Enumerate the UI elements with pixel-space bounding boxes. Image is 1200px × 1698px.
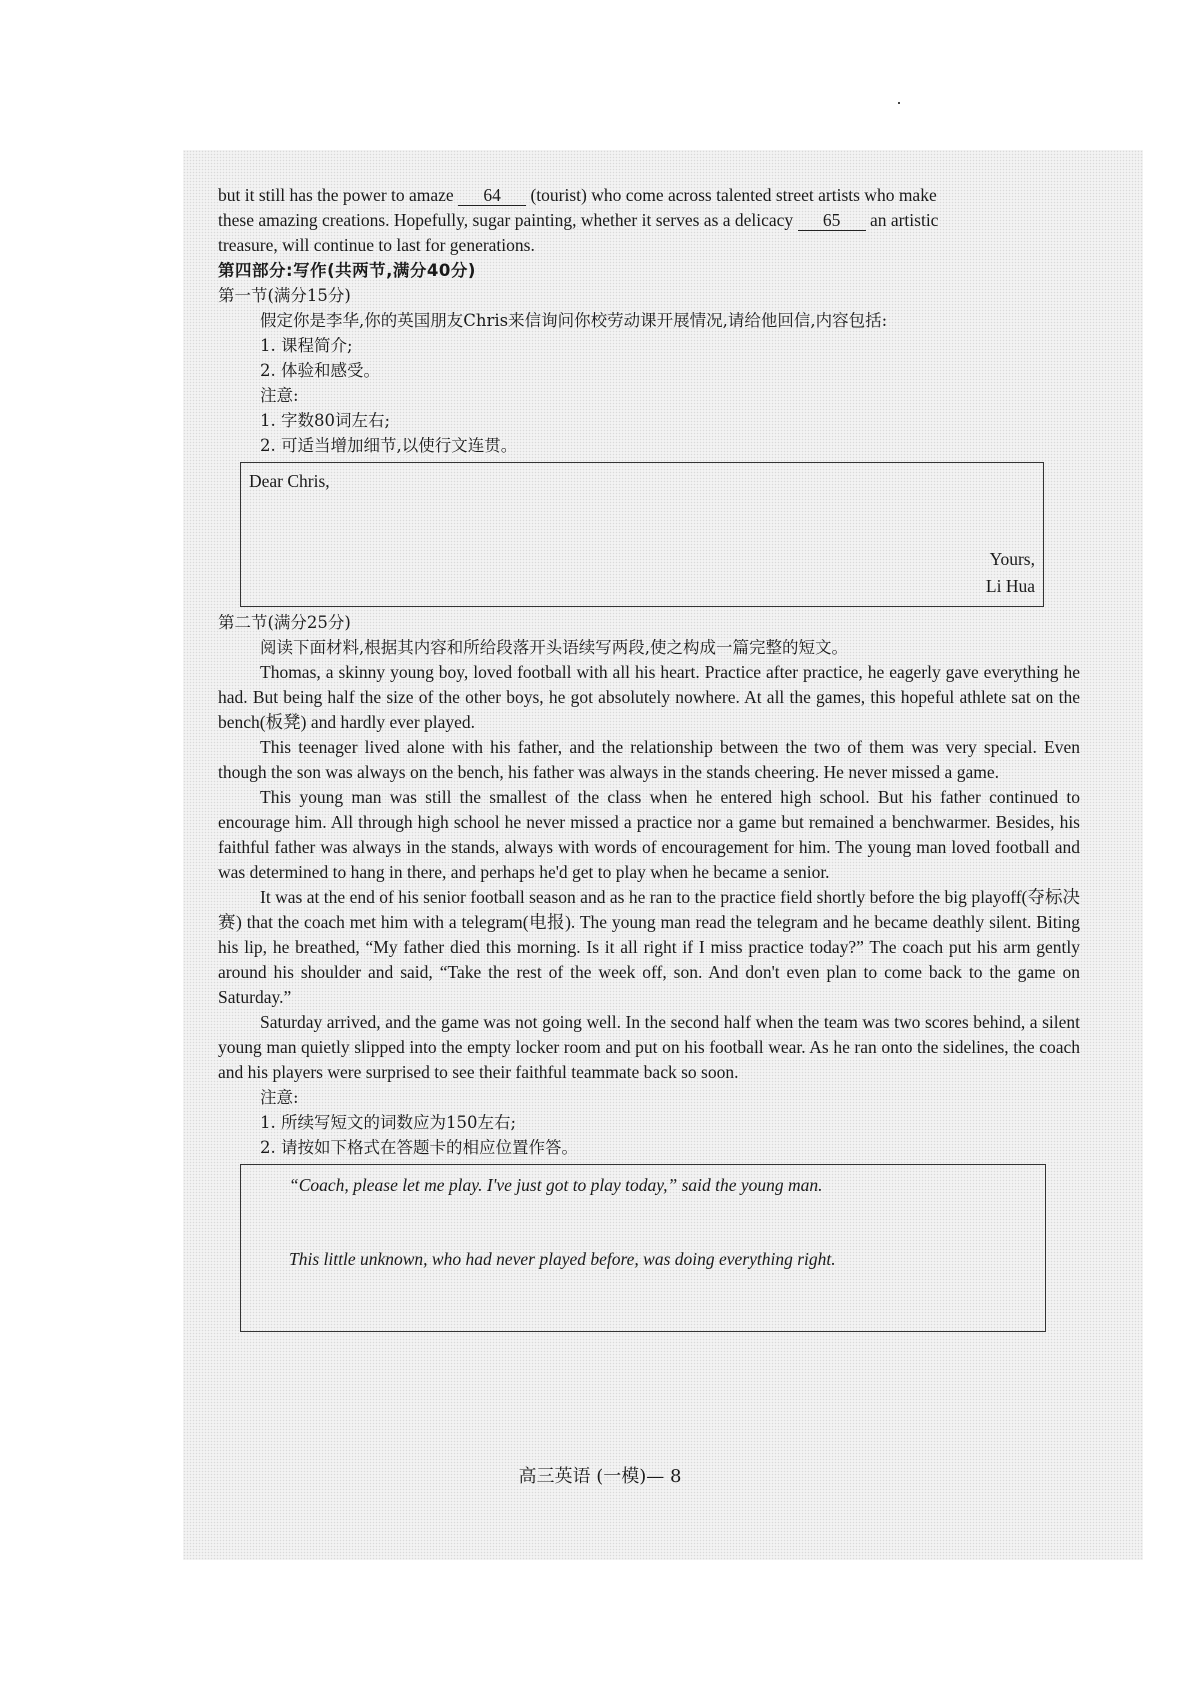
continued-passage-line1: [218, 183, 1080, 208]
story-paragraph: It was at the end of his senior football season and as he ran to the practice field shortly before the big playoff(夺标决赛) that the coach met him with a telegram(电报). The young man read the telegram and he became deathly silent. Biting his lip, he breathed, “My father died this morning. Is it all right if I miss practice today?” The coach put his arm gently around his shoulder and said, “Take the rest of the week off, son. And don't even plan to come back to the game on Saturday.”: [218, 887, 1080, 1007]
text-segment: but it still has the power to amaze: [218, 185, 454, 205]
answer-blank-64[interactable]: 64: [458, 185, 526, 206]
section1-point: 1. 课程简介;: [260, 336, 353, 355]
text-segment: these amazing creations. Hopefully, sugar painting, whether it serves as a delicacy: [218, 210, 794, 230]
section2-note: 1. 所续写短文的词数应为150左右;: [260, 1113, 517, 1132]
story-paragraph: Thomas, a skinny young boy, loved football with all his heart. Practice after practice, he eagerly gave everything he had. But being half the size of the other boys, he got absolutely nowhere. At all the games, this hopeful athlete sat on the bench(板凳) and hardly ever played.: [218, 662, 1080, 732]
section2-note: 2. 请按如下格式在答题卡的相应位置作答。: [260, 1138, 578, 1157]
scan-speck: [898, 102, 900, 104]
text-segment: an artistic: [869, 210, 939, 230]
answer-blank-65[interactable]: 65: [798, 210, 866, 231]
part4-title: 第四部分:写作(共两节,满分40分): [218, 261, 476, 280]
continued-passage-line3: treasure, will continue to last for generations.: [218, 235, 535, 255]
section1-note: 1. 字数80词左右;: [260, 411, 391, 430]
section1-point: 2. 体验和感受。: [260, 361, 380, 380]
section1-title: 第一节(满分15分): [218, 286, 351, 305]
letter-signature: Li Hua: [985, 576, 1035, 596]
section1-note-label: 注意:: [260, 386, 299, 405]
section1-prompt: 假定你是李华,你的英国朋友Chris来信询问你校劳动课开展情况,请给他回信,内容包括:: [260, 311, 888, 330]
page-footer: 高三英语 (一模)— 8: [518, 1466, 682, 1487]
section2-instruction: 阅读下面材料,根据其内容和所给段落开头语续写两段,使之构成一篇完整的短文。: [260, 638, 848, 657]
page-content: [218, 183, 1080, 1332]
section2-title: 第二节(满分25分): [218, 613, 351, 632]
letter-closing: Yours,: [989, 549, 1035, 569]
paragraph-starter: “Coach, please let me play. I've just got to play today,” said the young man.: [289, 1175, 823, 1195]
continued-passage-line2: [218, 208, 1080, 233]
story-paragraph: Saturday arrived, and the game was not going well. In the second half when the team was two scores behind, a silent young man quietly slipped into the empty locker room and put on his football wear. As he ran onto the sidelines, the coach and his players were surprised to see their faithful teammate back so soon.: [218, 1012, 1080, 1082]
letter-answer-box[interactable]: [240, 462, 1044, 607]
letter-greeting: Dear Chris,: [249, 471, 330, 491]
story-paragraph: This young man was still the smallest of the class when he entered high school. But his father continued to encourage him. All through high school he never missed a practice nor a game but remained a benchwarmer. Besides, his faithful father was always in the stands, always with words of encouragement for him. The young man loved football and was determined to hang in there, and perhaps he'd get to play when he became a senior.: [218, 787, 1080, 882]
section2-note-label: 注意:: [260, 1088, 299, 1107]
section1-note: 2. 可适当增加细节,以使行文连贯。: [260, 436, 518, 455]
story-paragraph: This teenager lived alone with his father, and the relationship between the two of them was very special. Even though the son was always on the bench, his father was always in the stands cheering. He never missed a game.: [218, 737, 1080, 782]
continuation-answer-box[interactable]: [240, 1164, 1046, 1332]
paragraph-starter: This little unknown, who had never played before, was doing everything right.: [289, 1249, 836, 1269]
text-segment: (tourist) who come across talented street artists who make: [530, 185, 937, 205]
